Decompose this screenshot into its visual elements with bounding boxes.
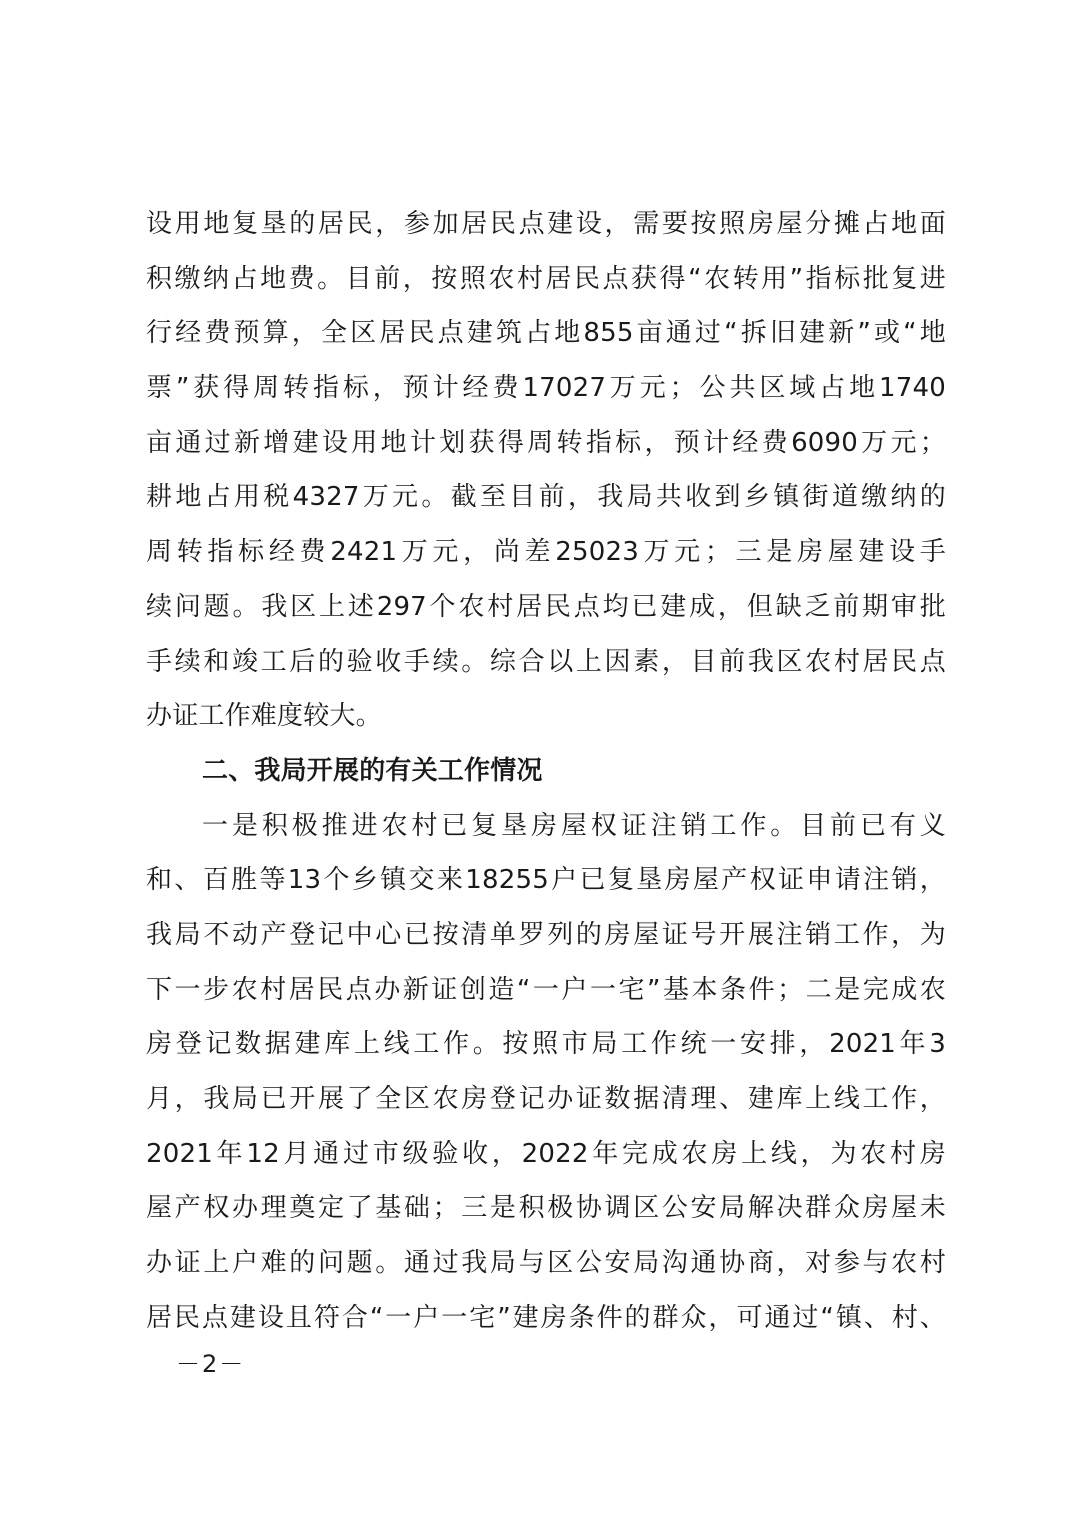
text-line: 续问题。我区上述297个农村居民点均已建成，但缺乏前期审批 (146, 591, 946, 622)
page-number: －2－ (176, 1350, 246, 1378)
text-line: 屋产权办理奠定了基础；三是积极协调区公安局解决群众房屋未 (146, 1193, 946, 1224)
text-line: 耕地占用税4327万元。截至目前，我局共收到乡镇街道缴纳的 (146, 482, 946, 513)
section-heading: 二、我局开展的有关工作情况 (202, 755, 543, 786)
text-line: 居民点建设且符合“一户一宅”建房条件的群众，可通过“镇、村、 (146, 1302, 946, 1333)
text-line: 周转指标经费2421万元，尚差25023万元；三是房屋建设手 (146, 537, 946, 568)
text-line: 一是积极推进农村已复垦房屋权证注销工作。目前已有义 (202, 810, 946, 841)
text-line: 下一步农村居民点办新证创造“一户一宅”基本条件；二是完成农 (146, 974, 946, 1005)
text-line: 积缴纳占地费。目前，按照农村居民点获得“农转用”指标批复进 (146, 263, 946, 294)
text-line: 房登记数据建库上线工作。按照市局工作统一安排，2021年3 (146, 1029, 946, 1060)
text-line: 办证工作难度较大。 (146, 701, 382, 732)
text-line: 我局不动产登记中心已按清单罗列的房屋证号开展注销工作，为 (146, 919, 946, 950)
paragraph-continuation (146, 197, 946, 744)
body-text (146, 197, 946, 1345)
text-line: 设用地复垦的居民，参加居民点建设，需要按照房屋分摊占地面 (146, 209, 946, 239)
text-line: 行经费预算，全区居民点建筑占地855亩通过“拆旧建新”或“地 (146, 318, 946, 349)
text-line: 月，我局已开展了全区农房登记办证数据清理、建库上线工作， (146, 1084, 946, 1114)
text-line: 亩通过新增建设用地计划获得周转指标，预计经费6090万元； (146, 427, 946, 458)
text-line: 和、百胜等13个乡镇交来18255户已复垦房屋产权证申请注销， (146, 865, 946, 896)
text-line: 办证上户难的问题。通过我局与区公安局沟通协商，对参与农村 (146, 1248, 946, 1279)
text-line: 票”获得周转指标，预计经费17027万元；公共区域占地1740 (146, 373, 946, 404)
text-line: 2021年12月通过市级验收，2022年完成农房上线，为农村房 (146, 1138, 946, 1169)
paragraph-work-status (146, 799, 946, 1346)
text-line: 手续和竣工后的验收手续。综合以上因素，目前我区农村居民点 (146, 646, 946, 677)
